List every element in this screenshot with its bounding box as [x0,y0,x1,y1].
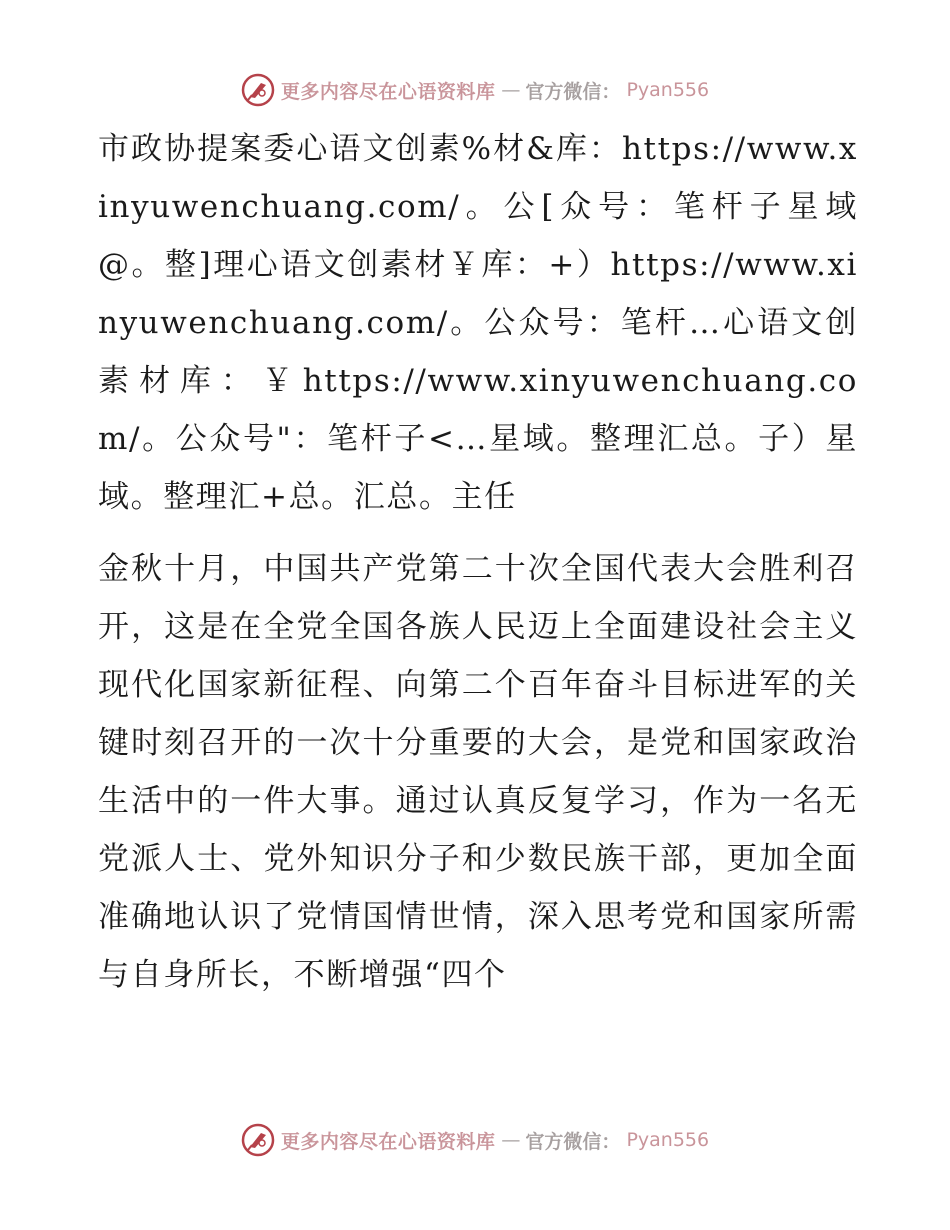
paragraph-intro: 市政协提案委心语文创素%材&库：https://www.xinyuwenchuang.com/。公[众号：笔杆子星域@。整]理心语文创素材￥库：+）https://www.xinyuwenchuang.com/。公众号：笔杆…心语文创素材库：￥https://www.xinyuwenchuang.com/。公众号"：笔杆子<…星域。整理汇总。子）星域。整理汇+总。汇总。主任 [98,131,858,515]
header-banner [0,70,950,110]
banner-wechat-id: Pyan556 [626,79,710,101]
paragraph-main: 金秋十月，中国共产党第二十次全国代表大会胜利召开，这是在全党全国各族人民迈上全面建设社会主义现代化国家新征程、向第二个百年奋斗目标进军的关键时刻召开的一次十分重要的大会，是党和国家政治生活中的一件大事。通过认真反复学习，作为一名无党派人士、党外知识分子和少数民族干部，更加全面准确地认识了党情国情世情，深入思考党和国家所需与自身所长，不断增强“四个 [98,551,858,993]
footer-brand-text: 更多内容尽在心语资料库 [280,1130,496,1153]
footer-wechat-id: Pyan556 [626,1129,710,1151]
document-body [98,120,858,1004]
quill-pen-seal-icon [241,73,275,107]
banner-official-label: 官方微信： [525,80,621,103]
banner-dash: — [501,79,520,101]
quill-pen-seal-icon [241,1123,275,1157]
footer-dash: — [501,1129,520,1151]
footer-banner [0,1120,950,1160]
banner-brand-text: 更多内容尽在心语资料库 [280,80,496,103]
footer-official-label: 官方微信： [525,1130,621,1153]
